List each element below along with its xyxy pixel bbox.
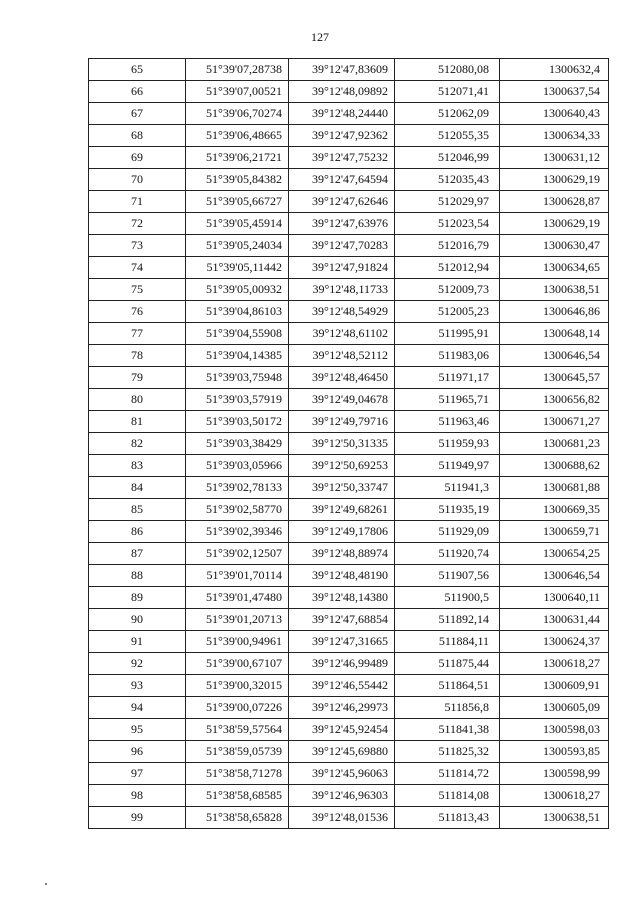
point-number-cell: 68	[89, 125, 186, 147]
x-coordinate-cell: 511941,3	[395, 477, 500, 499]
y-coordinate-cell: 1300609,91	[500, 675, 609, 697]
point-number-cell: 72	[89, 213, 186, 235]
latitude-cell: 51°39'00,67107	[186, 653, 289, 675]
y-coordinate-cell: 1300681,23	[500, 433, 609, 455]
latitude-cell: 51°39'03,50172	[186, 411, 289, 433]
point-number-cell: 78	[89, 345, 186, 367]
y-coordinate-cell: 1300681,88	[500, 477, 609, 499]
x-coordinate-cell: 511900,5	[395, 587, 500, 609]
x-coordinate-cell: 511920,74	[395, 543, 500, 565]
longitude-cell: 39°12'45,96063	[289, 763, 395, 785]
latitude-cell: 51°38'58,65828	[186, 807, 289, 829]
table-row	[89, 609, 609, 631]
point-number-cell: 65	[89, 59, 186, 81]
x-coordinate-cell: 511959,93	[395, 433, 500, 455]
longitude-cell: 39°12'47,92362	[289, 125, 395, 147]
table-row	[89, 785, 609, 807]
table-row	[89, 103, 609, 125]
y-coordinate-cell: 1300634,33	[500, 125, 609, 147]
longitude-cell: 39°12'45,92454	[289, 719, 395, 741]
x-coordinate-cell: 511983,06	[395, 345, 500, 367]
y-coordinate-cell: 1300638,51	[500, 807, 609, 829]
latitude-cell: 51°39'05,45914	[186, 213, 289, 235]
table-row	[89, 565, 609, 587]
x-coordinate-cell: 511907,56	[395, 565, 500, 587]
longitude-cell: 39°12'48,11733	[289, 279, 395, 301]
table-row	[89, 543, 609, 565]
y-coordinate-cell: 1300632,4	[500, 59, 609, 81]
point-number-cell: 84	[89, 477, 186, 499]
x-coordinate-cell: 512055,35	[395, 125, 500, 147]
y-coordinate-cell: 1300624,37	[500, 631, 609, 653]
latitude-cell: 51°39'05,66727	[186, 191, 289, 213]
latitude-cell: 51°39'00,32015	[186, 675, 289, 697]
latitude-cell: 51°39'04,86103	[186, 301, 289, 323]
x-coordinate-cell: 511814,08	[395, 785, 500, 807]
point-number-cell: 88	[89, 565, 186, 587]
point-number-cell: 71	[89, 191, 186, 213]
table-row	[89, 675, 609, 697]
point-number-cell: 87	[89, 543, 186, 565]
longitude-cell: 39°12'47,83609	[289, 59, 395, 81]
table-row	[89, 807, 609, 829]
longitude-cell: 39°12'47,75232	[289, 147, 395, 169]
y-coordinate-cell: 1300605,09	[500, 697, 609, 719]
longitude-cell: 39°12'45,69880	[289, 741, 395, 763]
x-coordinate-cell: 511892,14	[395, 609, 500, 631]
longitude-cell: 39°12'49,04678	[289, 389, 395, 411]
x-coordinate-cell: 511935,19	[395, 499, 500, 521]
x-coordinate-cell: 511929,09	[395, 521, 500, 543]
point-number-cell: 95	[89, 719, 186, 741]
table-row	[89, 345, 609, 367]
point-number-cell: 75	[89, 279, 186, 301]
y-coordinate-cell: 1300654,25	[500, 543, 609, 565]
longitude-cell: 39°12'48,52112	[289, 345, 395, 367]
point-number-cell: 80	[89, 389, 186, 411]
table-row	[89, 191, 609, 213]
latitude-cell: 51°39'07,28738	[186, 59, 289, 81]
y-coordinate-cell: 1300669,35	[500, 499, 609, 521]
latitude-cell: 51°39'00,07226	[186, 697, 289, 719]
latitude-cell: 51°39'01,47480	[186, 587, 289, 609]
x-coordinate-cell: 511963,46	[395, 411, 500, 433]
longitude-cell: 39°12'47,31665	[289, 631, 395, 653]
longitude-cell: 39°12'49,17806	[289, 521, 395, 543]
y-coordinate-cell: 1300631,44	[500, 609, 609, 631]
point-number-cell: 93	[89, 675, 186, 697]
x-coordinate-cell: 512035,43	[395, 169, 500, 191]
latitude-cell: 51°39'00,94961	[186, 631, 289, 653]
longitude-cell: 39°12'47,64594	[289, 169, 395, 191]
longitude-cell: 39°12'50,31335	[289, 433, 395, 455]
x-coordinate-cell: 511825,32	[395, 741, 500, 763]
x-coordinate-cell: 511875,44	[395, 653, 500, 675]
longitude-cell: 39°12'48,24440	[289, 103, 395, 125]
table-row	[89, 433, 609, 455]
longitude-cell: 39°12'48,14380	[289, 587, 395, 609]
table-row	[89, 367, 609, 389]
point-number-cell: 73	[89, 235, 186, 257]
point-number-cell: 76	[89, 301, 186, 323]
longitude-cell: 39°12'47,91824	[289, 257, 395, 279]
longitude-cell: 39°12'48,48190	[289, 565, 395, 587]
longitude-cell: 39°12'49,79716	[289, 411, 395, 433]
longitude-cell: 39°12'49,68261	[289, 499, 395, 521]
longitude-cell: 39°12'48,09892	[289, 81, 395, 103]
point-number-cell: 91	[89, 631, 186, 653]
y-coordinate-cell: 1300638,51	[500, 279, 609, 301]
latitude-cell: 51°39'02,58770	[186, 499, 289, 521]
table-row	[89, 257, 609, 279]
latitude-cell: 51°38'58,68585	[186, 785, 289, 807]
x-coordinate-cell: 512029,97	[395, 191, 500, 213]
longitude-cell: 39°12'46,55442	[289, 675, 395, 697]
latitude-cell: 51°39'03,75948	[186, 367, 289, 389]
y-coordinate-cell: 1300659,71	[500, 521, 609, 543]
x-coordinate-cell: 511949,97	[395, 455, 500, 477]
longitude-cell: 39°12'48,01536	[289, 807, 395, 829]
latitude-cell: 51°39'05,11442	[186, 257, 289, 279]
point-number-cell: 69	[89, 147, 186, 169]
point-number-cell: 96	[89, 741, 186, 763]
latitude-cell: 51°39'04,14385	[186, 345, 289, 367]
table-row	[89, 323, 609, 345]
longitude-cell: 39°12'48,46450	[289, 367, 395, 389]
coordinates-table	[88, 58, 609, 829]
table-row	[89, 763, 609, 785]
table-row	[89, 235, 609, 257]
table-row	[89, 587, 609, 609]
y-coordinate-cell: 1300631,12	[500, 147, 609, 169]
x-coordinate-cell: 511995,91	[395, 323, 500, 345]
x-coordinate-cell: 512080,08	[395, 59, 500, 81]
table-row	[89, 521, 609, 543]
point-number-cell: 94	[89, 697, 186, 719]
y-coordinate-cell: 1300645,57	[500, 367, 609, 389]
latitude-cell: 51°39'03,57919	[186, 389, 289, 411]
longitude-cell: 39°12'46,96303	[289, 785, 395, 807]
latitude-cell: 51°39'01,70114	[186, 565, 289, 587]
x-coordinate-cell: 511884,11	[395, 631, 500, 653]
x-coordinate-cell: 512062,09	[395, 103, 500, 125]
table-row	[89, 499, 609, 521]
y-coordinate-cell: 1300646,54	[500, 345, 609, 367]
y-coordinate-cell: 1300630,47	[500, 235, 609, 257]
latitude-cell: 51°39'07,00521	[186, 81, 289, 103]
y-coordinate-cell: 1300629,19	[500, 169, 609, 191]
table-row	[89, 125, 609, 147]
longitude-cell: 39°12'47,70283	[289, 235, 395, 257]
y-coordinate-cell: 1300640,43	[500, 103, 609, 125]
point-number-cell: 67	[89, 103, 186, 125]
table-row	[89, 697, 609, 719]
table-row	[89, 719, 609, 741]
longitude-cell: 39°12'47,62646	[289, 191, 395, 213]
y-coordinate-cell: 1300618,27	[500, 785, 609, 807]
y-coordinate-cell: 1300593,85	[500, 741, 609, 763]
table-row	[89, 653, 609, 675]
y-coordinate-cell: 1300688,62	[500, 455, 609, 477]
y-coordinate-cell: 1300629,19	[500, 213, 609, 235]
y-coordinate-cell: 1300618,27	[500, 653, 609, 675]
x-coordinate-cell: 511971,17	[395, 367, 500, 389]
latitude-cell: 51°39'05,84382	[186, 169, 289, 191]
y-coordinate-cell: 1300671,27	[500, 411, 609, 433]
table-row	[89, 477, 609, 499]
y-coordinate-cell: 1300634,65	[500, 257, 609, 279]
x-coordinate-cell: 511965,71	[395, 389, 500, 411]
point-number-cell: 92	[89, 653, 186, 675]
latitude-cell: 51°39'01,20713	[186, 609, 289, 631]
scan-speck	[45, 883, 47, 885]
table-row	[89, 169, 609, 191]
table-row	[89, 411, 609, 433]
point-number-cell: 83	[89, 455, 186, 477]
y-coordinate-cell: 1300598,99	[500, 763, 609, 785]
x-coordinate-cell: 511864,51	[395, 675, 500, 697]
longitude-cell: 39°12'46,99489	[289, 653, 395, 675]
point-number-cell: 98	[89, 785, 186, 807]
table-row	[89, 455, 609, 477]
latitude-cell: 51°39'05,24034	[186, 235, 289, 257]
longitude-cell: 39°12'48,54929	[289, 301, 395, 323]
latitude-cell: 51°39'03,05966	[186, 455, 289, 477]
latitude-cell: 51°39'02,39346	[186, 521, 289, 543]
table-row	[89, 59, 609, 81]
table-row	[89, 741, 609, 763]
x-coordinate-cell: 511813,43	[395, 807, 500, 829]
point-number-cell: 81	[89, 411, 186, 433]
latitude-cell: 51°39'05,00932	[186, 279, 289, 301]
point-number-cell: 77	[89, 323, 186, 345]
latitude-cell: 51°39'04,55908	[186, 323, 289, 345]
point-number-cell: 79	[89, 367, 186, 389]
longitude-cell: 39°12'48,61102	[289, 323, 395, 345]
latitude-cell: 51°39'06,21721	[186, 147, 289, 169]
point-number-cell: 89	[89, 587, 186, 609]
y-coordinate-cell: 1300646,54	[500, 565, 609, 587]
longitude-cell: 39°12'47,63976	[289, 213, 395, 235]
point-number-cell: 74	[89, 257, 186, 279]
coordinates-table-body	[89, 59, 609, 829]
y-coordinate-cell: 1300646,86	[500, 301, 609, 323]
point-number-cell: 97	[89, 763, 186, 785]
table-row	[89, 81, 609, 103]
longitude-cell: 39°12'47,68854	[289, 609, 395, 631]
y-coordinate-cell: 1300656,82	[500, 389, 609, 411]
x-coordinate-cell: 512005,23	[395, 301, 500, 323]
longitude-cell: 39°12'50,69253	[289, 455, 395, 477]
page-number: 127	[311, 30, 329, 44]
x-coordinate-cell: 512016,79	[395, 235, 500, 257]
latitude-cell: 51°39'06,48665	[186, 125, 289, 147]
point-number-cell: 82	[89, 433, 186, 455]
longitude-cell: 39°12'46,29973	[289, 697, 395, 719]
x-coordinate-cell: 512012,94	[395, 257, 500, 279]
longitude-cell: 39°12'48,88974	[289, 543, 395, 565]
point-number-cell: 90	[89, 609, 186, 631]
table-row	[89, 147, 609, 169]
x-coordinate-cell: 512071,41	[395, 81, 500, 103]
x-coordinate-cell: 512009,73	[395, 279, 500, 301]
y-coordinate-cell: 1300598,03	[500, 719, 609, 741]
latitude-cell: 51°38'58,71278	[186, 763, 289, 785]
table-row	[89, 301, 609, 323]
point-number-cell: 66	[89, 81, 186, 103]
latitude-cell: 51°39'06,70274	[186, 103, 289, 125]
point-number-cell: 70	[89, 169, 186, 191]
x-coordinate-cell: 512023,54	[395, 213, 500, 235]
x-coordinate-cell: 511856,8	[395, 697, 500, 719]
latitude-cell: 51°38'59,05739	[186, 741, 289, 763]
latitude-cell: 51°39'02,78133	[186, 477, 289, 499]
y-coordinate-cell: 1300648,14	[500, 323, 609, 345]
y-coordinate-cell: 1300628,87	[500, 191, 609, 213]
latitude-cell: 51°39'02,12507	[186, 543, 289, 565]
x-coordinate-cell: 512046,99	[395, 147, 500, 169]
table-row	[89, 389, 609, 411]
point-number-cell: 86	[89, 521, 186, 543]
x-coordinate-cell: 511841,38	[395, 719, 500, 741]
y-coordinate-cell: 1300640,11	[500, 587, 609, 609]
table-row	[89, 631, 609, 653]
point-number-cell: 99	[89, 807, 186, 829]
point-number-cell: 85	[89, 499, 186, 521]
x-coordinate-cell: 511814,72	[395, 763, 500, 785]
latitude-cell: 51°39'03,38429	[186, 433, 289, 455]
y-coordinate-cell: 1300637,54	[500, 81, 609, 103]
table-row	[89, 213, 609, 235]
table-row	[89, 279, 609, 301]
longitude-cell: 39°12'50,33747	[289, 477, 395, 499]
latitude-cell: 51°38'59,57564	[186, 719, 289, 741]
